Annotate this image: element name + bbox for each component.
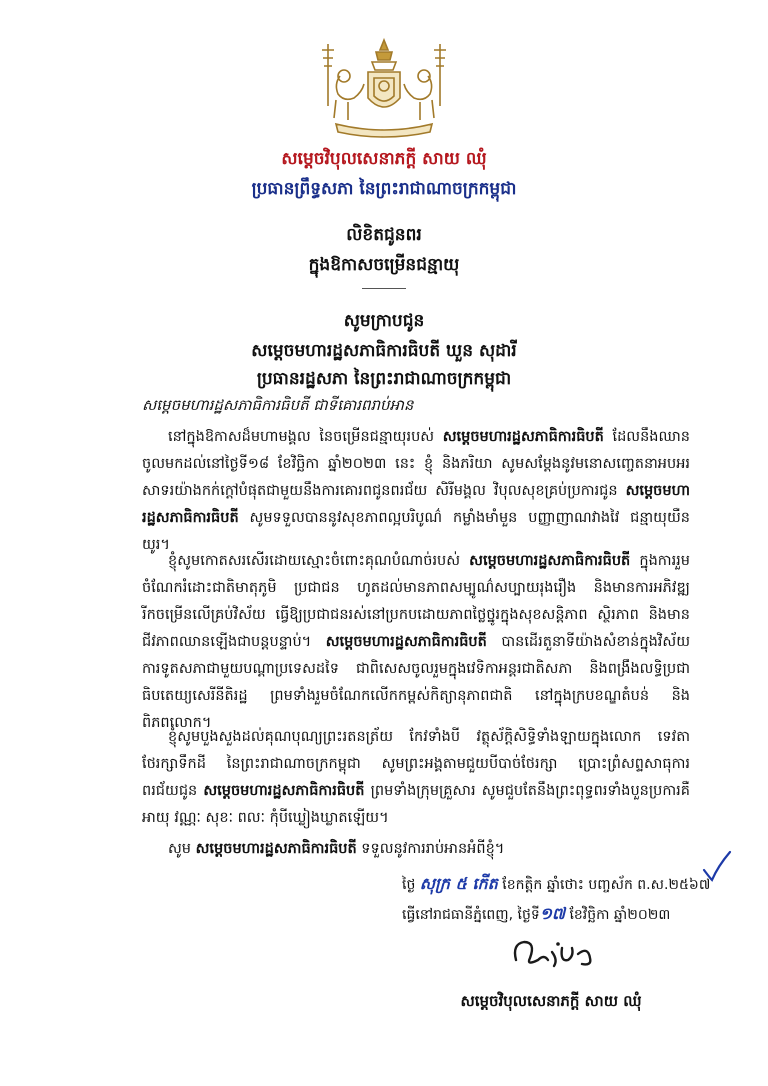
check-mark-icon: [700, 848, 732, 884]
occasion: ក្នុងឱកាសចម្រើនជន្មាយុ: [308, 255, 460, 275]
bold-name: សម្តេចមហារដ្ឋសភាធិការធិបតី: [442, 429, 604, 445]
month-year: ខែវិច្ឆិកា ឆ្នាំ២០២៣: [569, 907, 671, 923]
place-prefix: ធ្វើនៅរាជធានីភ្នំពេញ, ថ្ងៃទី: [402, 907, 540, 923]
text-run: ព្រមទាំងក្រុមគ្រួសារ សូមជួបតែនឹងព្រះពុទ្ធពរទាំងបួនប្រការគឺ អាយុ វណ្ណៈ សុខៈ ពលៈ កុំបីឃ្លៀងឃ្លាតឡើយ។: [142, 783, 690, 826]
divider: [362, 288, 406, 289]
bold-name: សម្តេចមហារដ្ឋសភាធិការធិបតី: [203, 783, 365, 799]
signatory-name: សម្តេចវិបុលសេនាភក្តី សាយ ឈុំ: [460, 992, 642, 1010]
salutation: សម្តេចមហារដ្ឋសភាធិការធិបតី ជាទីគោរពរាប់អាន: [142, 396, 414, 414]
place-date: [402, 903, 670, 927]
text-run: សូមទទួលបាននូវសុខភាពល្អបរិបូណ៌ កម្លាំងមាំមួន បញ្ញាញាណវាងវៃ ជន្មាយុយឺនយូរ។: [142, 510, 690, 553]
lunar-date: [402, 873, 710, 897]
recipient-intro: សូមក្រាបជូន: [343, 311, 425, 331]
bold-name: សម្តេចមហារដ្ឋសភាធិការធិបតី: [195, 841, 357, 857]
text-run: ក្នុងការរួមចំណែករំដោះជាតិមាតុភូមិ ប្រជាជន ហូតដល់មានភាពសម្បូណ៌សប្បាយរុងរឿង និងមានការអភិវឌ្ឍរីកចម្រើនលើគ្រប់វិស័យ ធ្វើឱ្យប្រជាជនរស់នៅប្រកបដោយភាពថ្លៃថ្នូរក្នុងសុខសន្តិភាព ស្ថិរភាព និងមានជីវភាពឈានឡើងជាបន្តបន្ទាប់។: [142, 553, 690, 650]
text-run: ខ្ញុំសូមបួងសួងដល់គុណបុណ្យព្រះរតនត្រ័យ កែវទាំងបី វត្ថុស័ក្តិសិទ្ធិទាំងឡាយក្នុងលោក ទេវតាថែរក្សាទឹកដី នៃព្រះរាជាណាចក្រកម្ពុជា សូមព្រះអង្គតាមជួយបីបាច់ថែរក្សា ប្រោះព្រំសព្ទសាធុការពរជ័យជូន: [142, 729, 690, 799]
text-run: ដែលនឹងឈានចូលមកដល់នៅថ្ងៃទី១៨ ខែវិច្ឆិកា ឆ្នាំ២០២៣ នេះ ខ្ញុំ និងភរិយា សូមសម្តែងនូវមនោសញ្ចេតនាអបអរសាទរយ៉ាងកក់ក្តៅបំផុតជាមួយនឹងការគោរពជូនពរជ័យ សិរីមង្គល វិបុលសុខគ្រប់ប្រការជូន: [142, 429, 690, 499]
letter-type: លិខិតជូនពរ: [346, 225, 422, 245]
bold-name: សម្តេចមហារដ្ឋសភាធិការធិបតី: [469, 553, 631, 569]
paragraph-2: [142, 548, 690, 737]
text-run: បានដើរតួនាទីយ៉ាងសំខាន់ក្នុងវិស័យការទូតសភាជាមួយបណ្តាប្រទេសដទៃ ជាពិសេសចូលរួមក្នុងវេទិកាអន្តរជាតិសភា និងពង្រឹងលទ្ធិប្រជាធិបតេយ្យសេរីនីតិរដ្ឋ ព្រមទាំងរួមចំណែកលើកកម្ពស់កិត្យានុភាពជាតិ នៅក្នុងក្របខណ្ឌតំបន់ និងពិភពលោក។: [142, 634, 691, 731]
recipient-name: សម្តេចមហារដ្ឋសភាធិការធិបតី ឃួន សុដារី: [251, 341, 517, 361]
handwritten-signature: [508, 930, 600, 980]
lunar-month-year: ខែកត្តិក ឆ្នាំថោះ បញ្ចស័ក ព.ស.២៥៦៧: [502, 877, 711, 893]
royal-coat-of-arms-icon: [318, 36, 450, 142]
bold-name: សម្តេចមហារដ្ឋសភាធិការធិបតី: [325, 634, 487, 650]
text-run: នៅក្នុងឱកាសដ៏មហាមង្គល នៃចម្រើនជន្មាយុរបស់: [168, 429, 443, 445]
handwritten-day: ១៧: [539, 904, 565, 923]
paragraph-1: [142, 424, 690, 559]
sender-position: ប្រធានព្រឹទ្ធសភា នៃព្រះរាជាណាចក្រកម្ពុជា: [251, 179, 517, 199]
day-label: ថ្ងៃ: [402, 877, 416, 893]
paragraph-3: [142, 724, 690, 832]
text-run: ខ្ញុំសូមកោតសរសើរដោយស្មោះចំពោះគុណបំណាច់របស់: [168, 553, 470, 569]
closing-line: [168, 840, 504, 861]
sender-title: សម្តេចវិបុលសេនាភក្តី សាយ ឈុំ: [281, 149, 487, 169]
text-run: ទទួលនូវការរាប់អានអំពីខ្ញុំ។: [356, 841, 505, 857]
recipient-position: ប្រធានរដ្ឋសភា នៃព្រះរាជាណាចក្រកម្ពុជា: [256, 369, 512, 389]
handwritten-lunar-day: សុក្រ ៥ កើត: [419, 874, 498, 893]
text-run: សូម: [168, 841, 196, 857]
bold-name: សម្តេចមហារដ្ឋសភាធិការធិបតី: [142, 483, 690, 526]
